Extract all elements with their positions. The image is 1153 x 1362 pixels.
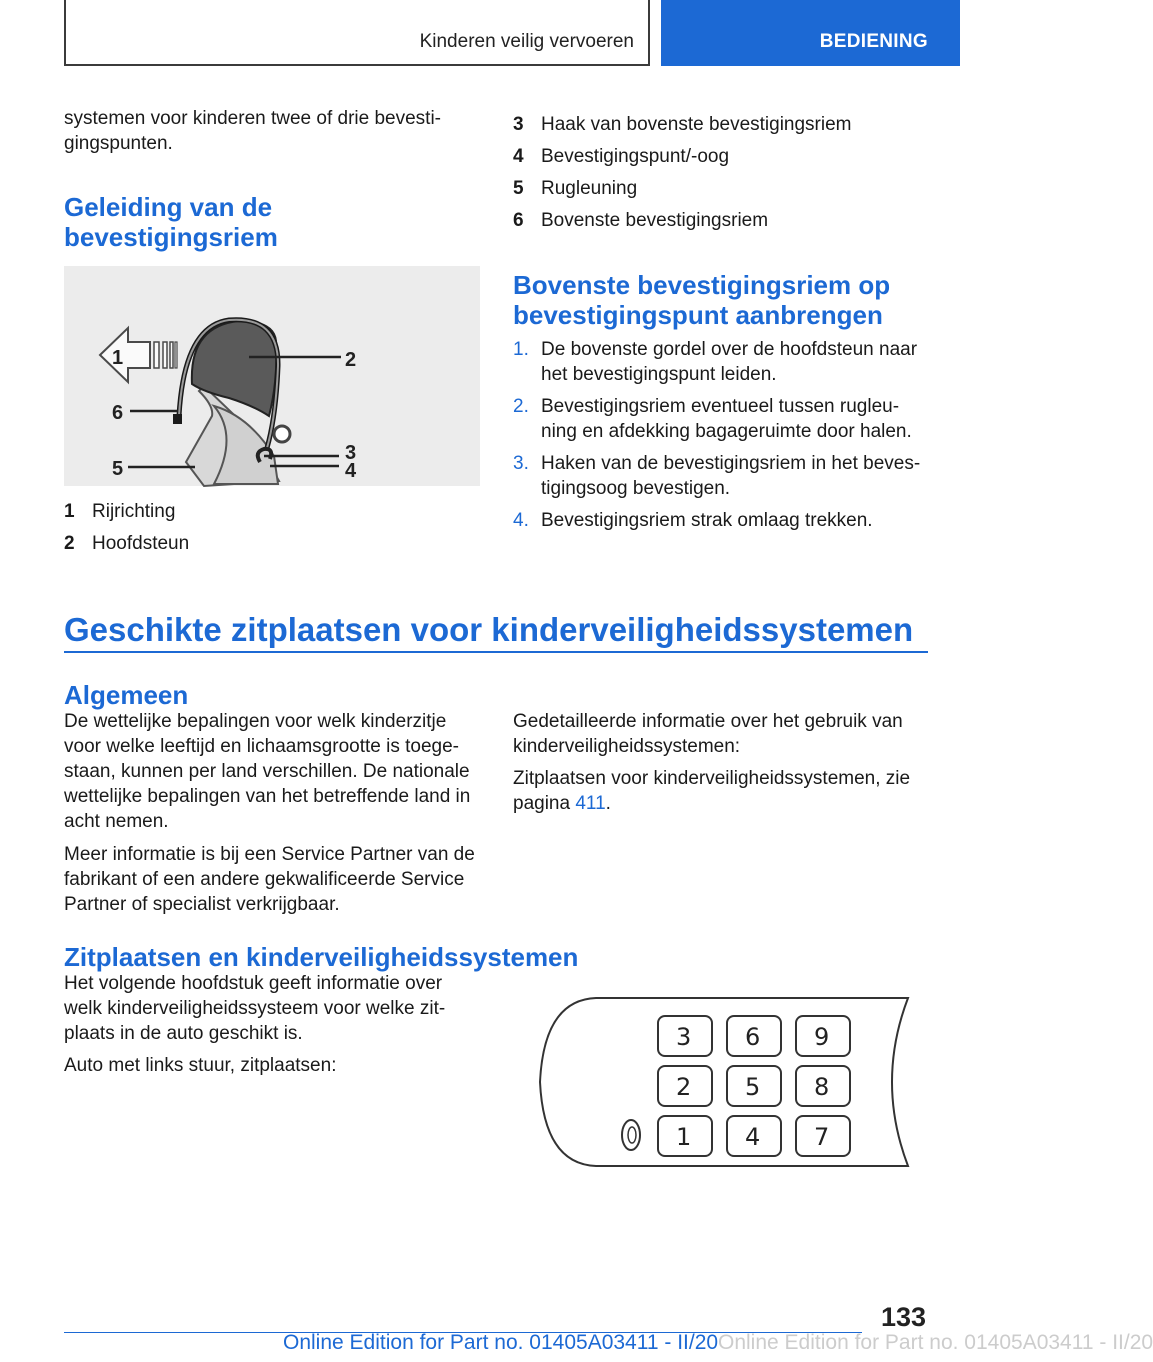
seat-label: 7 [814, 1123, 830, 1151]
seat-label: 9 [814, 1023, 830, 1051]
belt-routing-figure [64, 266, 480, 486]
seat-label: 2 [676, 1073, 692, 1101]
intro-paragraph [64, 106, 484, 156]
section-heading-seats: Zitplaatsen en kinderveiligheidssystemen [64, 942, 579, 972]
callout-4: 4 [345, 460, 357, 482]
callout-1: 1 [112, 347, 124, 369]
general-paragraph-2: Meer informatie is bij een Service Partner van de fabrikant of een andere gekwalificeerde Service Partner of specialist verkrijgbaar. [64, 844, 475, 915]
belt-routing-illustration [64, 266, 480, 486]
seats-paragraph-1: Het volgende hoofdstuk geeft informatie over welk kinderveiligheidssysteem voor welke zit- plaats in de auto geschikt is. [64, 973, 446, 1044]
chapter-rule [64, 651, 928, 653]
section-heading-attach: Bovenste bevestigingsriem op bevestigingspunt aanbrengen [513, 270, 891, 330]
seat-label: 4 [745, 1123, 761, 1151]
section-heading-general: Algemeen [64, 680, 189, 710]
edition-note: Online Edition for Part no. 01405A03411 - II/20 [283, 1331, 719, 1354]
callout-3: 3 [345, 442, 357, 464]
chapter-heading: Geschikte zitplaatsen voor kinderveiligheidssystemen [64, 611, 914, 648]
seat-label: 3 [676, 1023, 692, 1051]
page-number: 133 [880, 1302, 926, 1332]
seat-label: 1 [676, 1123, 692, 1151]
general-paragraph-4: Zitplaatsen voor kinderveiligheidssystemen, zie pagina 411. [513, 768, 911, 814]
seat-label: 6 [745, 1023, 761, 1051]
general-paragraph-3: Gedetailleerde informatie over het gebruik van kinderveiligheidssystemen: [513, 711, 903, 757]
seat-label: 5 [745, 1073, 761, 1101]
intro-line: systemen voor kinderen twee of drie bevesti- [64, 108, 442, 129]
chapter-title: Kinderen veilig vervoeren [419, 31, 634, 52]
callout-6: 6 [112, 402, 124, 424]
seats-paragraph-2: Auto met links stuur, zitplaatsen: [64, 1055, 337, 1076]
callout-5: 5 [112, 458, 124, 480]
car-seat-plan [536, 996, 910, 1168]
header-chapter-box [64, 0, 650, 66]
page-link-411[interactable]: 411 [575, 793, 606, 814]
section-label: BEDIENING [819, 31, 928, 52]
section-heading-guide: Geleiding van de bevestigingsriem [64, 192, 278, 252]
header-section-tab[interactable] [661, 0, 960, 66]
seat-label: 8 [814, 1073, 830, 1101]
intro-line: gingspunten. [64, 133, 173, 154]
general-paragraph-1: De wettelijke bepalingen voor welk kinderzitje voor welke leeftijd en lichaamsgrootte is toege- staan, kunnen per land verschillen. De nationale wettelijke bepalingen van het betreffende land in acht nemen. [64, 711, 471, 832]
seat-layout-figure [536, 996, 910, 1168]
callout-2: 2 [345, 349, 357, 371]
watermark: Online Edition for Part no. 01405A03411 - II/20 [718, 1331, 1153, 1354]
